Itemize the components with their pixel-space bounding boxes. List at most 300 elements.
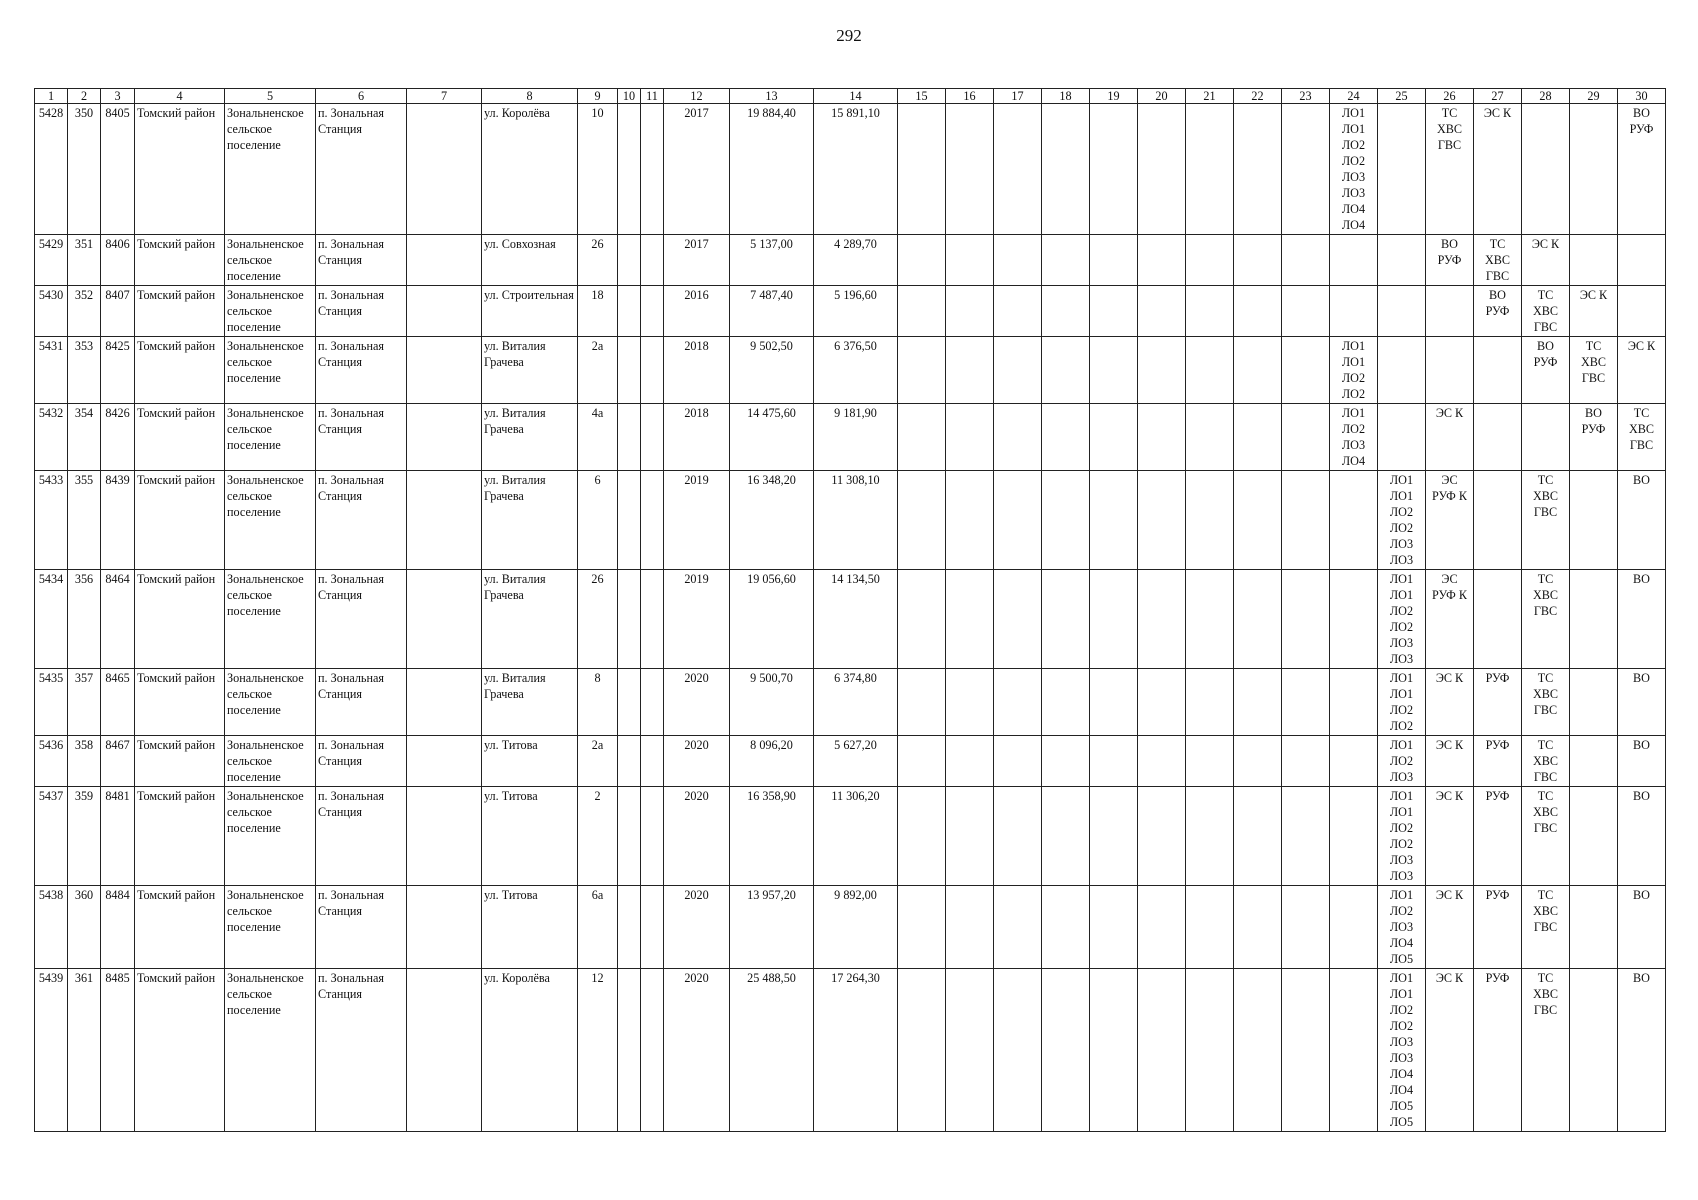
column-number-header: 19	[1090, 89, 1138, 104]
cell-col-10	[618, 736, 641, 787]
cell-col-21	[1186, 787, 1234, 886]
cell-col-10	[618, 235, 641, 286]
cell-col-17	[994, 104, 1042, 235]
cell-col-13: 5 137,00	[730, 235, 814, 286]
cell-col-19	[1090, 886, 1138, 969]
cell-col-2: 361	[68, 969, 101, 1132]
cell-col-4: Томский район	[135, 235, 225, 286]
cell-col-8: ул. Виталия Грачева	[482, 337, 578, 404]
column-number-header: 15	[898, 89, 946, 104]
cell-col-11	[641, 969, 664, 1132]
cell-col-11	[641, 886, 664, 969]
cell-col-23	[1282, 235, 1330, 286]
cell-col-26: ТС ХВС ГВС	[1426, 104, 1474, 235]
cell-col-13: 25 488,50	[730, 969, 814, 1132]
cell-col-23	[1282, 736, 1330, 787]
cell-col-2: 351	[68, 235, 101, 286]
cell-col-19	[1090, 669, 1138, 736]
cell-col-24	[1330, 570, 1378, 669]
cell-col-11	[641, 286, 664, 337]
cell-col-21	[1186, 286, 1234, 337]
column-number-header: 2	[68, 89, 101, 104]
cell-col-23	[1282, 337, 1330, 404]
cell-col-9: 26	[578, 570, 618, 669]
cell-col-18	[1042, 736, 1090, 787]
column-number-header: 21	[1186, 89, 1234, 104]
cell-col-3: 8465	[101, 669, 135, 736]
cell-col-20	[1138, 969, 1186, 1132]
cell-col-8: ул. Виталия Грачева	[482, 669, 578, 736]
cell-col-10	[618, 669, 641, 736]
cell-col-8: ул. Титова	[482, 736, 578, 787]
cell-col-8: ул. Совхозная	[482, 235, 578, 286]
cell-col-12: 2020	[664, 969, 730, 1132]
cell-col-9: 8	[578, 669, 618, 736]
cell-col-30: ВО	[1618, 969, 1666, 1132]
cell-col-16	[946, 787, 994, 886]
cell-col-19	[1090, 570, 1138, 669]
cell-col-28: ТС ХВС ГВС	[1522, 570, 1570, 669]
cell-col-11	[641, 787, 664, 886]
cell-col-30: ЭС К	[1618, 337, 1666, 404]
cell-col-11	[641, 337, 664, 404]
cell-col-26: ЭС К	[1426, 404, 1474, 471]
cell-col-21	[1186, 471, 1234, 570]
cell-col-24	[1330, 235, 1378, 286]
cell-col-19	[1090, 736, 1138, 787]
column-number-header: 14	[814, 89, 898, 104]
column-number-header: 18	[1042, 89, 1090, 104]
cell-col-8: ул. Королёва	[482, 104, 578, 235]
column-number-header: 23	[1282, 89, 1330, 104]
cell-col-18	[1042, 787, 1090, 886]
cell-col-26: ЭС К	[1426, 736, 1474, 787]
cell-col-14: 9 892,00	[814, 886, 898, 969]
cell-col-1: 5435	[35, 669, 68, 736]
cell-col-21	[1186, 669, 1234, 736]
cell-col-21	[1186, 736, 1234, 787]
cell-col-25: ЛО1 ЛО1 ЛО2 ЛО2 ЛО3 ЛО3 ЛО4 ЛО4 ЛО5 ЛО5	[1378, 969, 1426, 1132]
cell-col-30: ВО РУФ	[1618, 104, 1666, 235]
cell-col-13: 16 358,90	[730, 787, 814, 886]
cell-col-26: ЭС К	[1426, 886, 1474, 969]
cell-col-10	[618, 337, 641, 404]
cell-col-12: 2019	[664, 471, 730, 570]
cell-col-28: ТС ХВС ГВС	[1522, 886, 1570, 969]
cell-col-14: 11 308,10	[814, 471, 898, 570]
cell-col-21	[1186, 570, 1234, 669]
cell-col-15	[898, 404, 946, 471]
column-number-header: 27	[1474, 89, 1522, 104]
cell-col-27: ЭС К	[1474, 104, 1522, 235]
cell-col-26	[1426, 337, 1474, 404]
cell-col-10	[618, 471, 641, 570]
column-number-header: 3	[101, 89, 135, 104]
cell-col-7	[407, 669, 482, 736]
cell-col-23	[1282, 404, 1330, 471]
page-number: 292	[836, 26, 862, 45]
cell-col-8: ул. Строительная	[482, 286, 578, 337]
cell-col-9: 2а	[578, 736, 618, 787]
cell-col-5: Зональненское сельское поселение	[225, 235, 316, 286]
cell-col-7	[407, 104, 482, 235]
table-row	[35, 787, 1666, 886]
cell-col-23	[1282, 104, 1330, 235]
column-number-header: 7	[407, 89, 482, 104]
cell-col-3: 8484	[101, 886, 135, 969]
cell-col-21	[1186, 337, 1234, 404]
cell-col-15	[898, 471, 946, 570]
cell-col-20	[1138, 886, 1186, 969]
cell-col-16	[946, 886, 994, 969]
cell-col-27	[1474, 471, 1522, 570]
cell-col-15	[898, 886, 946, 969]
cell-col-27: РУФ	[1474, 969, 1522, 1132]
cell-col-2: 355	[68, 471, 101, 570]
cell-col-14: 5 196,60	[814, 286, 898, 337]
cell-col-25: ЛО1 ЛО1 ЛО2 ЛО2	[1378, 669, 1426, 736]
cell-col-27	[1474, 337, 1522, 404]
cell-col-6: п. Зональная Станция	[316, 669, 407, 736]
cell-col-22	[1234, 104, 1282, 235]
cell-col-6: п. Зональная Станция	[316, 404, 407, 471]
cell-col-12: 2016	[664, 286, 730, 337]
cell-col-24: ЛО1 ЛО1 ЛО2 ЛО2	[1330, 337, 1378, 404]
cell-col-13: 9 500,70	[730, 669, 814, 736]
cell-col-9: 6	[578, 471, 618, 570]
cell-col-21	[1186, 104, 1234, 235]
cell-col-4: Томский район	[135, 886, 225, 969]
cell-col-21	[1186, 235, 1234, 286]
cell-col-16	[946, 570, 994, 669]
cell-col-13: 9 502,50	[730, 337, 814, 404]
cell-col-20	[1138, 286, 1186, 337]
cell-col-1: 5428	[35, 104, 68, 235]
cell-col-21	[1186, 969, 1234, 1132]
cell-col-22	[1234, 404, 1282, 471]
cell-col-25	[1378, 104, 1426, 235]
cell-col-30: ВО	[1618, 787, 1666, 886]
cell-col-9: 2а	[578, 337, 618, 404]
cell-col-25: ЛО1 ЛО1 ЛО2 ЛО2 ЛО3 ЛО3	[1378, 570, 1426, 669]
table-row	[35, 570, 1666, 669]
column-number-header: 26	[1426, 89, 1474, 104]
cell-col-4: Томский район	[135, 570, 225, 669]
cell-col-9: 12	[578, 969, 618, 1132]
cell-col-26: ЭС К	[1426, 787, 1474, 886]
cell-col-20	[1138, 570, 1186, 669]
cell-col-18	[1042, 404, 1090, 471]
column-number-header: 6	[316, 89, 407, 104]
cell-col-21	[1186, 886, 1234, 969]
column-number-header: 24	[1330, 89, 1378, 104]
cell-col-12: 2017	[664, 235, 730, 286]
cell-col-3: 8439	[101, 471, 135, 570]
cell-col-28: ТС ХВС ГВС	[1522, 669, 1570, 736]
cell-col-19	[1090, 286, 1138, 337]
column-number-row	[35, 89, 1666, 104]
cell-col-7	[407, 736, 482, 787]
cell-col-12: 2018	[664, 337, 730, 404]
cell-col-14: 9 181,90	[814, 404, 898, 471]
column-number-header: 9	[578, 89, 618, 104]
cell-col-2: 358	[68, 736, 101, 787]
cell-col-3: 8464	[101, 570, 135, 669]
cell-col-15	[898, 969, 946, 1132]
cell-col-17	[994, 337, 1042, 404]
cell-col-13: 19 056,60	[730, 570, 814, 669]
cell-col-27: ВО РУФ	[1474, 286, 1522, 337]
cell-col-30: ВО	[1618, 471, 1666, 570]
cell-col-23	[1282, 886, 1330, 969]
cell-col-4: Томский район	[135, 969, 225, 1132]
cell-col-4: Томский район	[135, 471, 225, 570]
cell-col-30: ВО	[1618, 570, 1666, 669]
cell-col-27: РУФ	[1474, 787, 1522, 886]
cell-col-17	[994, 787, 1042, 886]
cell-col-13: 7 487,40	[730, 286, 814, 337]
column-number-header: 28	[1522, 89, 1570, 104]
cell-col-29	[1570, 471, 1618, 570]
cell-col-20	[1138, 736, 1186, 787]
cell-col-30	[1618, 286, 1666, 337]
cell-col-28: ЭС К	[1522, 235, 1570, 286]
cell-col-10	[618, 886, 641, 969]
cell-col-29	[1570, 669, 1618, 736]
cell-col-12: 2019	[664, 570, 730, 669]
cell-col-16	[946, 736, 994, 787]
cell-col-24	[1330, 886, 1378, 969]
cell-col-14: 15 891,10	[814, 104, 898, 235]
cell-col-17	[994, 669, 1042, 736]
cell-col-24	[1330, 286, 1378, 337]
cell-col-5: Зональненское сельское поселение	[225, 969, 316, 1132]
cell-col-18	[1042, 886, 1090, 969]
cell-col-23	[1282, 471, 1330, 570]
cell-col-15	[898, 787, 946, 886]
cell-col-29	[1570, 736, 1618, 787]
cell-col-2: 354	[68, 404, 101, 471]
cell-col-19	[1090, 337, 1138, 404]
cell-col-20	[1138, 404, 1186, 471]
cell-col-12: 2020	[664, 787, 730, 886]
table-row	[35, 286, 1666, 337]
cell-col-17	[994, 736, 1042, 787]
cell-col-28	[1522, 104, 1570, 235]
cell-col-29: ВО РУФ	[1570, 404, 1618, 471]
cell-col-10	[618, 286, 641, 337]
cell-col-1: 5437	[35, 787, 68, 886]
cell-col-7	[407, 404, 482, 471]
cell-col-4: Томский район	[135, 669, 225, 736]
cell-col-22	[1234, 787, 1282, 886]
cell-col-19	[1090, 404, 1138, 471]
cell-col-11	[641, 235, 664, 286]
cell-col-29	[1570, 969, 1618, 1132]
cell-col-25: ЛО1 ЛО1 ЛО2 ЛО2 ЛО3 ЛО3	[1378, 787, 1426, 886]
cell-col-21	[1186, 404, 1234, 471]
cell-col-30: ВО	[1618, 669, 1666, 736]
cell-col-18	[1042, 286, 1090, 337]
cell-col-14: 5 627,20	[814, 736, 898, 787]
cell-col-19	[1090, 787, 1138, 886]
cell-col-15	[898, 736, 946, 787]
cell-col-14: 17 264,30	[814, 969, 898, 1132]
cell-col-29	[1570, 104, 1618, 235]
cell-col-23	[1282, 969, 1330, 1132]
cell-col-30: ТС ХВС ГВС	[1618, 404, 1666, 471]
cell-col-23	[1282, 669, 1330, 736]
column-number-header: 10	[618, 89, 641, 104]
cell-col-17	[994, 235, 1042, 286]
cell-col-11	[641, 471, 664, 570]
cell-col-18	[1042, 104, 1090, 235]
table-row	[35, 104, 1666, 235]
cell-col-2: 360	[68, 886, 101, 969]
cell-col-6: п. Зональная Станция	[316, 736, 407, 787]
cell-col-5: Зональненское сельское поселение	[225, 337, 316, 404]
cell-col-11	[641, 404, 664, 471]
cell-col-15	[898, 235, 946, 286]
cell-col-14: 4 289,70	[814, 235, 898, 286]
cell-col-1: 5430	[35, 286, 68, 337]
cell-col-8: ул. Титова	[482, 886, 578, 969]
cell-col-24: ЛО1 ЛО1 ЛО2 ЛО2 ЛО3 ЛО3 ЛО4 ЛО4	[1330, 104, 1378, 235]
cell-col-6: п. Зональная Станция	[316, 104, 407, 235]
cell-col-6: п. Зональная Станция	[316, 787, 407, 886]
cell-col-10	[618, 969, 641, 1132]
cell-col-3: 8481	[101, 787, 135, 886]
cell-col-24: ЛО1 ЛО2 ЛО3 ЛО4	[1330, 404, 1378, 471]
cell-col-23	[1282, 286, 1330, 337]
cell-col-7	[407, 235, 482, 286]
cell-col-7	[407, 969, 482, 1132]
cell-col-5: Зональненское сельское поселение	[225, 736, 316, 787]
cell-col-13: 13 957,20	[730, 886, 814, 969]
cell-col-22	[1234, 570, 1282, 669]
table-row	[35, 736, 1666, 787]
cell-col-7	[407, 471, 482, 570]
cell-col-12: 2018	[664, 404, 730, 471]
cell-col-19	[1090, 471, 1138, 570]
cell-col-10	[618, 570, 641, 669]
table-row	[35, 235, 1666, 286]
cell-col-7	[407, 570, 482, 669]
column-number-header: 29	[1570, 89, 1618, 104]
cell-col-22	[1234, 886, 1282, 969]
cell-col-27	[1474, 404, 1522, 471]
cell-col-9: 6а	[578, 886, 618, 969]
cell-col-17	[994, 570, 1042, 669]
cell-col-6: п. Зональная Станция	[316, 969, 407, 1132]
cell-col-6: п. Зональная Станция	[316, 286, 407, 337]
cell-col-3: 8426	[101, 404, 135, 471]
cell-col-2: 353	[68, 337, 101, 404]
cell-col-17	[994, 286, 1042, 337]
cell-col-22	[1234, 471, 1282, 570]
cell-col-16	[946, 337, 994, 404]
cell-col-14: 14 134,50	[814, 570, 898, 669]
cell-col-28: ТС ХВС ГВС	[1522, 969, 1570, 1132]
cell-col-25: ЛО1 ЛО2 ЛО3	[1378, 736, 1426, 787]
cell-col-16	[946, 969, 994, 1132]
cell-col-22	[1234, 736, 1282, 787]
cell-col-2: 356	[68, 570, 101, 669]
cell-col-12: 2020	[664, 669, 730, 736]
cell-col-28: ТС ХВС ГВС	[1522, 286, 1570, 337]
cell-col-16	[946, 669, 994, 736]
cell-col-9: 26	[578, 235, 618, 286]
cell-col-18	[1042, 235, 1090, 286]
column-number-header: 5	[225, 89, 316, 104]
column-number-header: 4	[135, 89, 225, 104]
table-row	[35, 404, 1666, 471]
column-number-header: 12	[664, 89, 730, 104]
cell-col-19	[1090, 969, 1138, 1132]
table-row	[35, 471, 1666, 570]
cell-col-24	[1330, 787, 1378, 886]
table-row	[35, 969, 1666, 1132]
cell-col-1: 5438	[35, 886, 68, 969]
cell-col-15	[898, 669, 946, 736]
cell-col-16	[946, 104, 994, 235]
cell-col-6: п. Зональная Станция	[316, 337, 407, 404]
cell-col-6: п. Зональная Станция	[316, 570, 407, 669]
cell-col-8: ул. Королёва	[482, 969, 578, 1132]
cell-col-5: Зональненское сельское поселение	[225, 886, 316, 969]
cell-col-24	[1330, 669, 1378, 736]
cell-col-5: Зональненское сельское поселение	[225, 471, 316, 570]
cell-col-27: РУФ	[1474, 736, 1522, 787]
cell-col-17	[994, 969, 1042, 1132]
cell-col-2: 352	[68, 286, 101, 337]
column-number-header: 30	[1618, 89, 1666, 104]
cell-col-18	[1042, 471, 1090, 570]
cell-col-16	[946, 235, 994, 286]
cell-col-16	[946, 286, 994, 337]
cell-col-26: ЭС К	[1426, 669, 1474, 736]
cell-col-1: 5439	[35, 969, 68, 1132]
cell-col-30: ВО	[1618, 736, 1666, 787]
column-number-header: 25	[1378, 89, 1426, 104]
cell-col-26: ЭС РУФ К	[1426, 471, 1474, 570]
cell-col-25	[1378, 404, 1426, 471]
cell-col-20	[1138, 669, 1186, 736]
cell-col-28: ТС ХВС ГВС	[1522, 471, 1570, 570]
cell-col-5: Зональненское сельское поселение	[225, 669, 316, 736]
cell-col-16	[946, 404, 994, 471]
cell-col-27: РУФ	[1474, 669, 1522, 736]
cell-col-29	[1570, 787, 1618, 886]
cell-col-15	[898, 104, 946, 235]
cell-col-20	[1138, 471, 1186, 570]
cell-col-7	[407, 286, 482, 337]
cell-col-28	[1522, 404, 1570, 471]
cell-col-17	[994, 404, 1042, 471]
cell-col-7	[407, 337, 482, 404]
cell-col-23	[1282, 787, 1330, 886]
cell-col-22	[1234, 286, 1282, 337]
cell-col-26	[1426, 286, 1474, 337]
cell-col-26: ЭС РУФ К	[1426, 570, 1474, 669]
cell-col-8: ул. Виталия Грачева	[482, 570, 578, 669]
cell-col-17	[994, 471, 1042, 570]
column-number-header: 16	[946, 89, 994, 104]
cell-col-11	[641, 736, 664, 787]
cell-col-7	[407, 787, 482, 886]
cell-col-25	[1378, 286, 1426, 337]
cell-col-14: 6 374,80	[814, 669, 898, 736]
